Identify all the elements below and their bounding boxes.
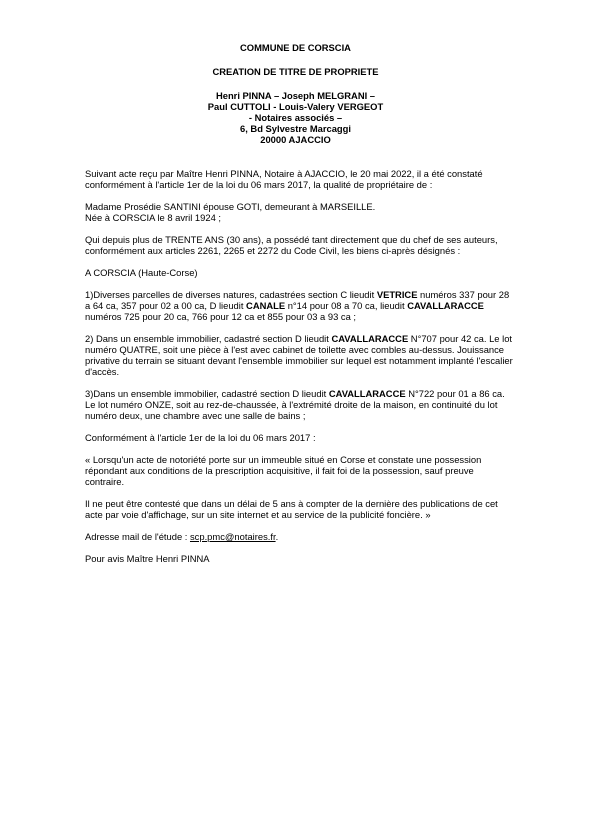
item2-text-2: N°707 pour 42 ca. Le lot numéro QUATRE, soit une pièce à l'est avec cabinet de toilette avec combles au-dessus. Jouissance privative du terrain se situant devant l'ensemble immobilier sur lequel est notamment implanté l'escalier d'accès. [85, 333, 513, 377]
notaires-line-2: Paul CUTTOLI - Louis-Valery VERGEOT [207, 101, 384, 112]
location-line: A CORSCIA (Haute-Corse) [85, 267, 198, 278]
intro-paragraph: Suivant acte reçu par Maître Henri PINNA, Notaire à AJACCIO, le 20 mai 2022, il a été constaté conformément à l'article 1er de la loi du 06 mars 2017, la qualité de propriétaire de : [85, 168, 483, 190]
commune-heading: COMMUNE DE CORSCIA [240, 42, 351, 53]
item2-text-1: 2) Dans un ensemble immobilier, cadastré section D lieudit [85, 333, 332, 344]
item1-text-1: 1)Diverses parcelles de diverses natures, cadastrées section C lieudit [85, 289, 377, 300]
office-address-street: 6, Bd Sylvestre Marcaggi [240, 123, 351, 134]
owner-birth-line: Née à CORSCIA le 8 avril 1924 ; [85, 212, 222, 223]
item1-text-3: n°14 pour 08 a 70 ca, lieudit [285, 300, 408, 311]
item2-lieudit: CAVALLARACCE [331, 333, 409, 344]
item3-text-2: N°722 pour 01 a 86 ca. Le lot numéro ONZE, soit au rez-de-chaussée, à l'extrémité droite de la maison, en continuité du lot numéro deux, une chambre avec une salle de bains ; [85, 388, 505, 421]
property-item-2 [85, 333, 515, 377]
possession-paragraph: Qui depuis plus de TRENTE ANS (30 ans), a possédé tant directement que du chef de ses auteurs, conformément aux articles 2261, 2265 et 2272 du Code Civil, les biens ci-après désignés : [85, 234, 498, 256]
law-reference: Conformément à l'article 1er de la loi du 06 mars 2017 : [85, 432, 316, 443]
law-quote-1: « Lorsqu'un acte de notoriété porte sur un immeuble situé en Corse et constate une possession répondant aux conditions de la prescription acquisitive, il fait foi de la possession, sauf preuve contraire. [85, 454, 482, 487]
notaires-line-3: - Notaires associés – [248, 112, 343, 123]
item3-text-1: 3)Dans un ensemble immobilier, cadastré section D lieudit [85, 388, 329, 399]
office-address-city: 20000 AJACCIO [260, 134, 331, 145]
owner-name-line: Madame Prosédie SANTINI épouse GOTI, demeurant à MARSEILLE. [85, 201, 376, 212]
item1-lieudit-3: CAVALLARACCE [407, 300, 484, 311]
notaires-line-1: Henri PINNA – Joseph MELGRANI – [215, 90, 376, 101]
document-title: CREATION DE TITRE DE PROPRIETE [212, 66, 379, 77]
property-item-1 [85, 289, 515, 322]
item1-text-2: numéros 337 pour 28 a 64 ca, 357 pour 02 a 00 ca, D lieudit [85, 289, 510, 311]
item1-lieudit-1: VETRICE [376, 289, 418, 300]
document-header [0, 42, 591, 145]
property-item-3 [85, 388, 515, 421]
law-quote-2: Il ne peut être contesté que dans un délai de 5 ans à compter de la dernière des publications de cet acte par voie d'affichage, sur un site internet et au service de la publicité foncière. » [85, 498, 498, 520]
item1-text-4: numéros 725 pour 20 ca, 766 pour 12 ca et 855 pour 03 a 93 ca ; [85, 311, 357, 322]
email-label: Adresse mail de l'étude : [85, 531, 190, 542]
email-link[interactable]: scp.pmc@notaires.fr [189, 531, 276, 542]
item3-lieudit: CAVALLARACCE [328, 388, 406, 399]
email-line [85, 531, 515, 542]
email-end: . [275, 531, 279, 542]
document-body [85, 168, 515, 575]
signature-line: Pour avis Maître Henri PINNA [85, 553, 210, 564]
item1-lieudit-2: CANALE [246, 300, 286, 311]
